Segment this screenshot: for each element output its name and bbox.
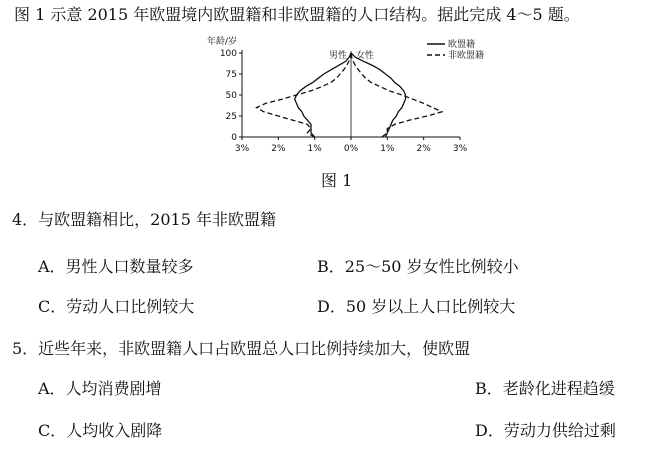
question-4-option-a: A．男性人口数量较多 [38,257,194,276]
y-tick-label-0: 0 [231,133,237,143]
chart-series [257,53,442,137]
female-side-label: 女性 [356,51,375,61]
question-intro: 图 1 示意 2015 年欧盟境内欧盟籍和非欧盟籍的人口结构。据此完成 4～5 题。 [14,5,580,24]
y-tick-label-3: 75 [225,70,237,80]
population-pyramid-figure [205,30,505,158]
chart-ticks [220,49,468,154]
x-tick-label-6: 3% [452,144,468,154]
legend-label-1: 非欧盟籍 [448,51,485,61]
x-tick-label-3: 0% [343,144,359,154]
y-tick-label-1: 25 [225,112,237,122]
series-1-female-line [351,53,442,137]
question-5-option-a: A．人均消费剧增 [38,379,162,398]
y-tick-label-2: 50 [225,91,237,101]
question-5-option-d: D．劳动力供给过剩 [475,421,616,440]
series-0-female-line [351,53,406,137]
population-pyramid-chart [205,30,505,158]
x-tick-label-2: 1% [307,144,322,154]
x-tick-label-5: 2% [416,144,431,154]
y-axis-label: 年龄/岁 [207,37,238,47]
x-tick-label-4: 1% [380,144,395,154]
x-tick-label-0: 3% [234,144,250,154]
question-4-stem: 4．与欧盟籍相比，2015 年非欧盟籍 [12,210,276,229]
series-1-male-line [257,53,352,137]
legend-label-0: 欧盟籍 [448,40,476,50]
x-tick-label-1: 2% [271,144,286,154]
question-5-stem: 5．近些年来，非欧盟籍人口占欧盟总人口比例持续加大，使欧盟 [12,339,471,358]
question-4-option-b: B．25～50 岁女性比例较小 [317,257,519,276]
question-5-option-b: B．老龄化进程趋缓 [475,379,615,398]
question-4-option-c: C．劳动人口比例较大 [38,297,195,316]
male-side-label: 男性 [328,51,347,61]
question-5-option-c: C．人均收入剧降 [38,421,163,440]
series-0-male-line [295,53,351,137]
figure-caption: 图 1 [321,171,353,190]
y-tick-label-4: 100 [219,49,237,59]
chart-legend [427,38,484,61]
question-4-option-d: D．50 岁以上人口比例较大 [317,297,516,316]
